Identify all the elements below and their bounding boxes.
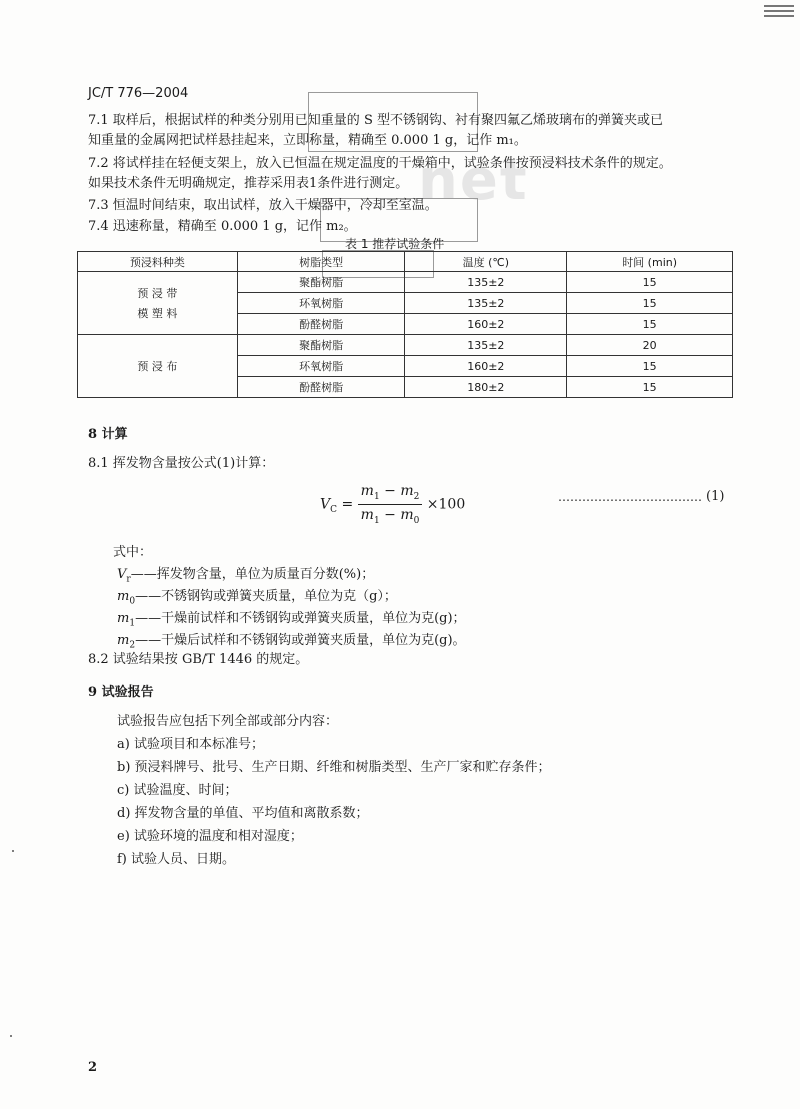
definition [117,585,397,607]
def-sub: 1 [129,618,136,629]
table-row [78,335,733,356]
sub: 1 [373,515,380,526]
category-label: 模 塑 料 [137,307,178,320]
temp-cell: 160±2 [405,314,567,335]
var: m [360,506,374,523]
section-7-4: 7.4 迅速称量，精确至 0.000 1 g，记作 m₂。 [88,219,357,234]
section-8-1: 8.1 挥发物含量按公式(1)计算： [88,456,275,471]
def-text: ——干燥后试样和不锈钢钩或弹簧夹质量，单位为克(g)。 [135,633,466,648]
menu-icon[interactable] [764,5,794,19]
time-cell: 15 [567,356,733,377]
def-text: ——不锈钢钩或弹簧夹质量，单位为克（g）； [135,589,397,604]
section-8-2: 8.2 试验结果按 GB/T 1446 的规定。 [88,652,309,667]
formula-fraction [358,483,423,526]
header-cell: 预浸料种类 [78,252,238,272]
header-cell: 时间 (min) [567,252,733,272]
where-label: 式中： [113,545,153,560]
section-7-1-line1: 7.1 取样后，根据试样的种类分别用已知重量的 S 型不锈钢钩、衬有聚四氟乙烯玻璃布的弹簧夹或已 [88,113,663,128]
resin-cell: 聚酯树脂 [237,272,405,293]
standard-id: JC/T 776—2004 [88,86,189,101]
sub: 0 [413,515,420,526]
table-header-row [78,252,733,272]
def-symbol: V [117,567,127,582]
def-symbol: m [117,633,130,648]
resin-cell: 环氧树脂 [237,356,405,377]
section-7-1-line2: 知重量的金属网把试样悬挂起来，立即称量，精确至 0.000 1 g，记作 m₁。 [88,133,527,148]
formula-number: (1) [706,489,725,504]
section-8-heading: 8 计算 [88,427,128,442]
header-cell: 温度 (℃) [405,252,567,272]
time-cell: 20 [567,335,733,356]
report-item: d) 挥发物含量的单值、平均值和离散系数； [117,806,369,821]
def-symbol: m [117,589,130,604]
formula-dots: ……………………………… [558,490,702,504]
report-item: f) 试验人员、日期。 [117,852,236,867]
report-item: e) 试验环境的温度和相对湿度； [117,829,303,844]
category-label: 预 浸 带 [137,287,178,300]
volatile-formula: $V_C$ = $\frac{m_1 - m_2}{m_1 - m_0}$ ×100 [320,483,466,526]
var: m [400,506,414,523]
scan-speck [10,1035,12,1037]
var: m [400,483,414,499]
resin-cell: 环氧树脂 [237,293,405,314]
formula-numerator: $m_1 - m_2$ [358,483,423,505]
time-cell: 15 [567,314,733,335]
formula-factor: ×100 [426,496,466,513]
resin-cell: 酚醛树脂 [237,314,405,335]
category-cell [78,272,238,335]
report-intro: 试验报告应包括下列全部或部分内容： [117,714,339,729]
temp-cell: 135±2 [405,335,567,356]
table-row [78,272,733,293]
var: m [360,483,374,499]
formula-lhs-sub: C [330,505,338,516]
resin-cell: 酚醛树脂 [237,377,405,398]
def-symbol: m [117,611,130,626]
time-cell: 15 [567,293,733,314]
report-item: b) 预浸料牌号、批号、生产日期、纤维和树脂类型、生产厂家和贮存条件； [117,760,551,775]
formula-denominator: $m_1 - m_0$ [360,506,420,526]
def-text: ——挥发物含量，单位为质量百分数(%)； [130,567,375,582]
temp-cell: 135±2 [405,272,567,293]
definition [117,563,374,585]
category-cell: 预 浸 布 [78,335,238,398]
temp-cell: 135±2 [405,293,567,314]
section-7-3: 7.3 恒温时间结束，取出试样，放入干燥器中，冷却至室温。 [88,198,438,213]
scan-speck [12,850,14,852]
header-cell: 树脂类型 [237,252,405,272]
section-7-2-line2: 如果技术条件无明确规定，推荐采用表1条件进行测定。 [88,176,409,191]
page-number: 2 [88,1060,98,1075]
temp-cell: 180±2 [405,377,567,398]
sub: 1 [373,491,380,502]
report-item: c) 试验温度、时间； [117,783,238,798]
formula-lhs: V [320,496,331,513]
conditions-table [77,251,733,398]
def-text: ——干燥前试样和不锈钢钩或弹簧夹质量，单位为克(g)； [135,611,466,626]
sub: 2 [413,491,420,502]
resin-cell: 聚酯树脂 [237,335,405,356]
time-cell: 15 [567,272,733,293]
def-sub: 2 [129,640,136,651]
table-caption: 表 1 推荐试验条件 [345,237,445,251]
section-9-heading: 9 试验报告 [88,685,154,700]
temp-cell: 160±2 [405,356,567,377]
def-sub: 0 [129,596,136,607]
def-sub: r [126,574,131,585]
watermark: net [418,148,529,213]
definition [117,607,466,629]
report-item: a) 试验项目和本标准号； [117,737,264,752]
section-7-2-line1: 7.2 将试样挂在轻便支架上，放入已恒温在规定温度的干燥箱中，试验条件按预浸料技术条件的规定。 [88,156,672,171]
time-cell: 15 [567,377,733,398]
